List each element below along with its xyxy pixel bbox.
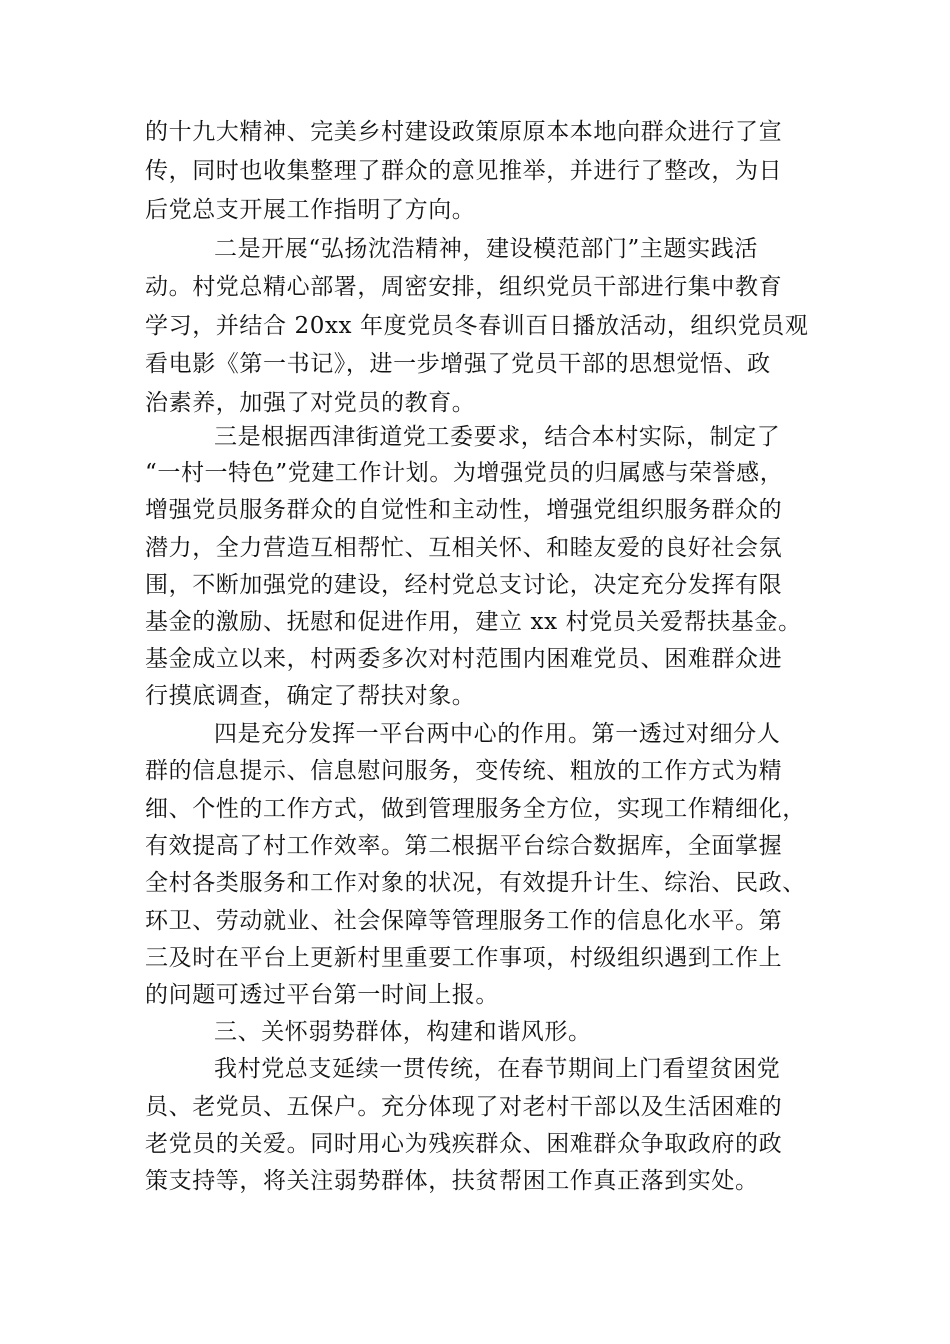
text-line: 学习，并结合 20xx 年度党员冬春训百日播放活动，组织党员观 <box>145 313 809 339</box>
text-line: 有效提高了村工作效率。第二根据平台综合数据库，全面掌握 <box>145 833 783 859</box>
paragraph-start-line: 二是开展“弘扬沈浩精神，建设模范部门”主题实践活 <box>214 236 758 262</box>
text-line: 三及时在平台上更新村里重要工作事项，村级组织遇到工作上 <box>145 945 783 971</box>
text-line: 的问题可透过平台第一时间上报。 <box>145 982 499 1008</box>
paragraph-start-line: 三是根据西津街道党工委要求，结合本村实际，制定了 <box>214 424 781 450</box>
text-line: 治素养，加强了对党员的教育。 <box>145 390 476 416</box>
text-line: 行摸底调查，确定了帮扶对象。 <box>145 683 476 709</box>
text-line: 看电影《第一书记》，进一步增强了党员干部的思想觉悟、政 <box>145 351 771 377</box>
text-line: 细、个性的工作方式，做到管理服务全方位，实现工作精细化， <box>145 796 806 822</box>
text-line: 环卫、劳动就业、社会保障等管理服务工作的信息化水平。第 <box>145 908 783 934</box>
paragraph-start-line: 我村党总支延续一贯传统，在春节期间上门看望贫困党 <box>214 1056 781 1082</box>
text-line: 基金成立以来，村两委多次对村范围内困难党员、困难群众进 <box>145 646 783 672</box>
text-line: 基金的激励、抚慰和促进作用，建立 xx 村党员关爱帮扶基金。 <box>145 609 802 635</box>
text-line: 潜力，全力营造互相帮忙、互相关怀、和睦友爱的良好社会氛 <box>145 535 783 561</box>
text-line: “一村一特色”党建工作计划。为增强党员的归属感与荣誉感， <box>145 460 784 486</box>
text-line: 传，同时也收集整理了群众的意见推举，并进行了整改，为日 <box>145 158 783 184</box>
text-line: 老党员的关爱。同时用心为残疾群众、困难群众争取政府的政 <box>145 1131 783 1157</box>
text-line: 后党总支开展工作指明了方向。 <box>145 197 476 223</box>
section-heading: 三、关怀弱势群体，构建和谐风形。 <box>214 1019 592 1045</box>
text-line: 策支持等，将关注弱势群体，扶贫帮困工作真正落到实处。 <box>145 1168 759 1194</box>
paragraph-start-line: 四是充分发挥一平台两中心的作用。第一透过对细分人 <box>214 721 781 747</box>
text-line: 群的信息提示、信息慰问服务，变传统、粗放的工作方式为精 <box>145 758 783 784</box>
text-line: 增强党员服务群众的自觉性和主动性，增强党组织服务群众的 <box>145 497 783 523</box>
text-line: 围，不断加强党的建设，经村党总支讨论，决定充分发挥有限 <box>145 572 783 598</box>
text-line: 动。村党总精心部署，周密安排，组织党员干部进行集中教育 <box>145 274 783 300</box>
text-line: 员、老党员、五保户。充分体现了对老村干部以及生活困难的 <box>145 1094 783 1120</box>
text-line: 的十九大精神、完美乡村建设政策原原本本地向群众进行了宣 <box>145 119 783 145</box>
text-line: 全村各类服务和工作对象的状况，有效提升计生、综治、民政、 <box>145 870 806 896</box>
